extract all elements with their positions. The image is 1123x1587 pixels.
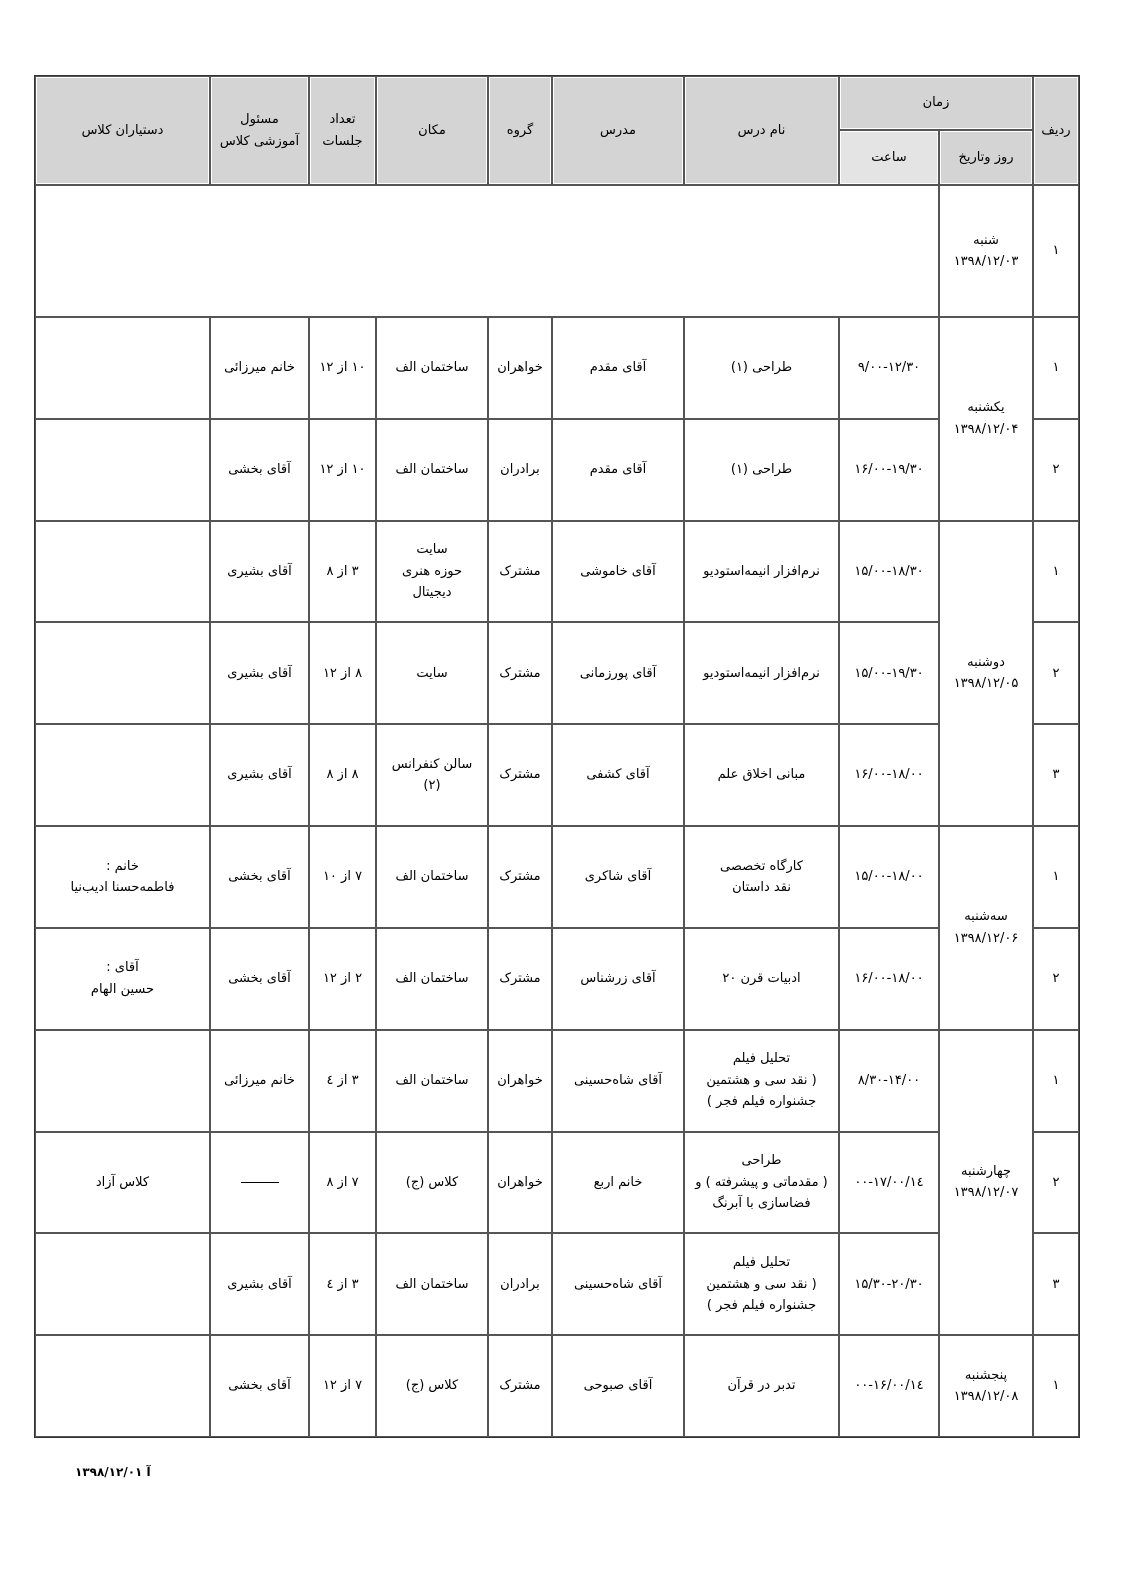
course-cell: ادبیات قرن ۲۰ — [684, 928, 839, 1030]
time-cell: ۹/۰۰-۱۲/۳۰ — [839, 317, 939, 419]
schedule-body — [35, 185, 1079, 1437]
row-number: ۲ — [1033, 622, 1079, 724]
teacher-cell: آقای مقدم — [552, 317, 684, 419]
time-cell: ۱۶/۰۰-۱۹/۳۰ — [839, 419, 939, 521]
table-row — [35, 317, 1079, 419]
sessions-cell: ۷ از ۱۲ — [309, 1335, 376, 1437]
teacher-cell: آقای شاه‌حسینی — [552, 1030, 684, 1132]
place-cell: کلاس (ج) — [376, 1335, 488, 1437]
row-number: ۳ — [1033, 1233, 1079, 1335]
sessions-cell: ۸ از ۱۲ — [309, 622, 376, 724]
header-day-date: روز وتاریخ — [939, 130, 1033, 185]
teacher-cell: آقای شاه‌حسینی — [552, 1233, 684, 1335]
sessions-cell: ۳ از ٤ — [309, 1030, 376, 1132]
teacher-cell: آقای صبوحی — [552, 1335, 684, 1437]
header-course: نام درس — [684, 76, 839, 185]
row-number: ۲ — [1033, 419, 1079, 521]
course-cell: تحلیل فیلم ( نقد سی و هشتمین جشنواره فیلم فجر ) — [684, 1030, 839, 1132]
assistants-cell — [35, 622, 210, 724]
group-cell: مشترک — [488, 724, 552, 826]
assistants-cell — [35, 1335, 210, 1437]
course-cell: طراحی (۱) — [684, 317, 839, 419]
day-date-cell: یکشنبه ۱۳۹۸/۱۲/۰۴ — [939, 317, 1033, 521]
responsible-cell: آقای بشیری — [210, 622, 309, 724]
sessions-cell: ۳ از ۸ — [309, 521, 376, 623]
time-cell: ۱٤/۰۰-۱۶/۰۰ — [839, 1335, 939, 1437]
responsible-cell: خانم میرزائی — [210, 1030, 309, 1132]
assistants-cell — [35, 317, 210, 419]
teacher-cell: آقای پورزمانی — [552, 622, 684, 724]
header-assistants: دستیاران کلاس — [35, 76, 210, 185]
responsible-cell: آقای بشیری — [210, 724, 309, 826]
row-number: ۲ — [1033, 928, 1079, 1030]
time-cell: ۱۵/۰۰-۱۸/۰۰ — [839, 826, 939, 928]
course-cell: تحلیل فیلم ( نقد سی و هشتمین جشنواره فیلم فجر ) — [684, 1233, 839, 1335]
place-cell: ساختمان الف — [376, 1233, 488, 1335]
table-row — [35, 724, 1079, 826]
row-number: ۲ — [1033, 1132, 1079, 1234]
group-cell: مشترک — [488, 826, 552, 928]
sessions-cell: ۸ از ۸ — [309, 724, 376, 826]
place-cell: کلاس (ج) — [376, 1132, 488, 1234]
table-row — [35, 1233, 1079, 1335]
group-cell: برادران — [488, 419, 552, 521]
row-number: ۱ — [1033, 185, 1079, 317]
assistants-cell — [35, 521, 210, 623]
course-cell: نرم‌افزار انیمه‌استودیو — [684, 521, 839, 623]
assistants-cell: خانم : فاطمه‌حسنا ادیب‌نیا — [35, 826, 210, 928]
group-cell: خواهران — [488, 1132, 552, 1234]
schedule-table — [34, 75, 1080, 1438]
course-cell: طراحی ( مقدماتی و پیشرفته ) و فضاسازی با آبرنگ — [684, 1132, 839, 1234]
responsible-cell — [210, 1132, 309, 1234]
sessions-cell: ۱۰ از ۱۲ — [309, 419, 376, 521]
day-date-cell: پنجشنبه ۱۳۹۸/۱۲/۰۸ — [939, 1335, 1033, 1437]
sessions-cell: ۲ از ۱۲ — [309, 928, 376, 1030]
row-number: ۱ — [1033, 521, 1079, 623]
sessions-cell: ۳ از ٤ — [309, 1233, 376, 1335]
responsible-cell: آقای بشیری — [210, 521, 309, 623]
assistants-cell — [35, 419, 210, 521]
time-cell: ۱٤/۰۰-۱۷/۰۰ — [839, 1132, 939, 1234]
table-row — [35, 1132, 1079, 1234]
row-number: ۳ — [1033, 724, 1079, 826]
course-cell: مبانی اخلاق علم — [684, 724, 839, 826]
row-number: ۱ — [1033, 826, 1079, 928]
place-cell: ساختمان الف — [376, 1030, 488, 1132]
assistants-cell — [35, 724, 210, 826]
responsible-cell: آقای بخشی — [210, 826, 309, 928]
teacher-cell: آقای کشفی — [552, 724, 684, 826]
place-cell: ساختمان الف — [376, 826, 488, 928]
responsible-cell: آقای بخشی — [210, 928, 309, 1030]
teacher-cell: آقای خاموشی — [552, 521, 684, 623]
teacher-cell: آقای مقدم — [552, 419, 684, 521]
teacher-cell: خانم اربع — [552, 1132, 684, 1234]
place-cell: سالن کنفرانس (۲) — [376, 724, 488, 826]
day-date-cell: دوشنبه ۱۳۹۸/۱۲/۰۵ — [939, 521, 1033, 826]
table-row — [35, 622, 1079, 724]
time-cell: ۱۶/۰۰-۱۸/۰۰ — [839, 928, 939, 1030]
group-cell: برادران — [488, 1233, 552, 1335]
group-cell: مشترک — [488, 1335, 552, 1437]
assistants-cell: کلاس آزاد — [35, 1132, 210, 1234]
teacher-cell: آقای شاکری — [552, 826, 684, 928]
responsible-cell: آقای بشیری — [210, 1233, 309, 1335]
table-row — [35, 928, 1079, 1030]
sessions-cell: ۱۰ از ۱۲ — [309, 317, 376, 419]
place-cell: ساختمان الف — [376, 928, 488, 1030]
place-cell: ساختمان الف — [376, 317, 488, 419]
sessions-cell: ۷ از ۸ — [309, 1132, 376, 1234]
day-date-cell: سه‌شنبه ۱۳۹۸/۱۲/۰۶ — [939, 826, 1033, 1030]
place-cell: سایت حوزه هنری دیجیتال — [376, 521, 488, 623]
course-cell: نرم‌افزار انیمه‌استودیو — [684, 622, 839, 724]
table-row — [35, 521, 1079, 623]
teacher-cell: آقای زرشناس — [552, 928, 684, 1030]
place-cell: ساختمان الف — [376, 419, 488, 521]
table-row — [35, 1335, 1079, 1437]
header-place: مکان — [376, 76, 488, 185]
time-cell: ۱۵/۳۰-۲۰/۳۰ — [839, 1233, 939, 1335]
place-cell: سایت — [376, 622, 488, 724]
responsible-cell: خانم میرزائی — [210, 317, 309, 419]
course-cell: کارگاه تخصصی نقد داستان — [684, 826, 839, 928]
table-row — [35, 826, 1079, 928]
responsible-cell: آقای بخشی — [210, 419, 309, 521]
day-date-cell: چهارشنبه ۱۳۹۸/۱۲/۰۷ — [939, 1030, 1033, 1335]
header-responsible: مسئول آموزشی کلاس — [210, 76, 309, 185]
table-row — [35, 1030, 1079, 1132]
course-cell: طراحی (۱) — [684, 419, 839, 521]
table-row — [35, 185, 1079, 317]
responsible-cell: آقای بخشی — [210, 1335, 309, 1437]
row-number: ۱ — [1033, 1335, 1079, 1437]
group-cell: مشترک — [488, 521, 552, 623]
group-cell: خواهران — [488, 1030, 552, 1132]
header-zaman: زمان — [839, 76, 1033, 130]
row-number: ۱ — [1033, 1030, 1079, 1132]
group-cell: مشترک — [488, 622, 552, 724]
time-cell: ۱۶/۰۰-۱۸/۰۰ — [839, 724, 939, 826]
sessions-cell: ۷ از ۱۰ — [309, 826, 376, 928]
footer-date: آ ۱۳۹۸/۱۲/۰۱ — [75, 1465, 151, 1479]
day-date-cell: شنبه ۱۳۹۸/۱۲/۰۳ — [939, 185, 1033, 317]
assistants-cell — [35, 1030, 210, 1132]
table-row — [35, 419, 1079, 521]
row-number: ۱ — [1033, 317, 1079, 419]
time-cell: ۸/۳۰-۱۴/۰۰ — [839, 1030, 939, 1132]
time-cell: ۱۵/۰۰-۱۸/۳۰ — [839, 521, 939, 623]
empty-cell — [35, 185, 939, 317]
dash-line — [241, 1182, 279, 1183]
header-time: ساعت — [839, 130, 939, 185]
header-radif: ردیف — [1033, 76, 1079, 185]
header-teacher: مدرس — [552, 76, 684, 185]
header-group: گروه — [488, 76, 552, 185]
course-cell: تدبر در قرآن — [684, 1335, 839, 1437]
assistants-cell — [35, 1233, 210, 1335]
group-cell: خواهران — [488, 317, 552, 419]
time-cell: ۱۵/۰۰-۱۹/۳۰ — [839, 622, 939, 724]
header-sessions: تعداد جلسات — [309, 76, 376, 185]
group-cell: مشترک — [488, 928, 552, 1030]
assistants-cell: آقای : حسین الهام — [35, 928, 210, 1030]
